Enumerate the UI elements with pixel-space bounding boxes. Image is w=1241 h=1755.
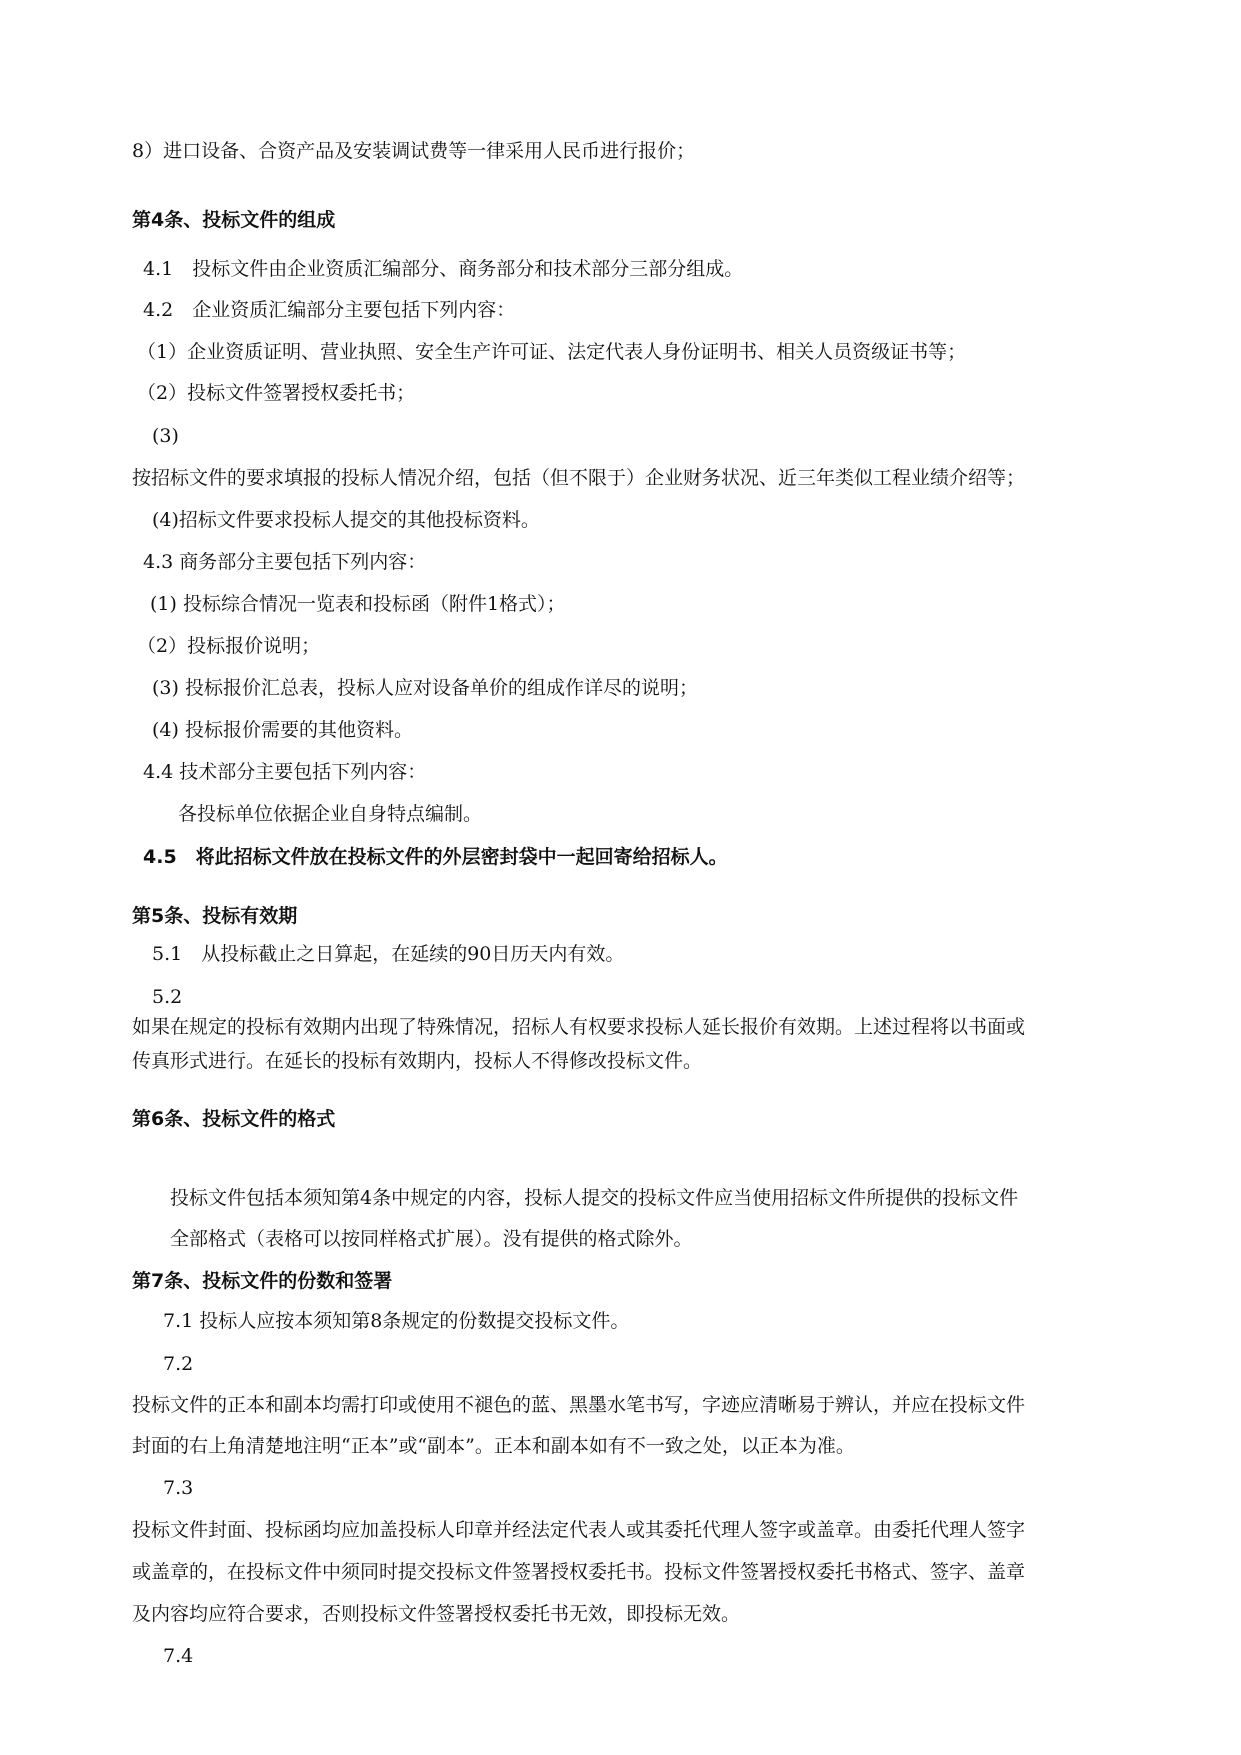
clause: 4.2 企业资质汇编部分主要包括下列内容：: [143, 299, 516, 321]
clause: 4.1 投标文件由企业资质汇编部分、商务部分和技术部分三部分组成。: [143, 258, 744, 280]
paragraph-line: 全部格式（表格可以按同样格式扩展）。没有提供的格式除外。: [170, 1228, 693, 1250]
paragraph-line: 投标文件的正本和副本均需打印或使用不褪色的蓝、黑墨水笔书写，字迹应清晰易于辨认，并应在投标文件: [132, 1394, 1026, 1416]
list-item: (4) 投标报价需要的其他资料。: [152, 719, 413, 741]
list-item-number: (3): [152, 425, 179, 447]
paragraph-line: 投标文件包括本须知第4条中规定的内容，投标人提交的投标文件应当使用招标文件所提供的投标文件: [170, 1187, 1019, 1209]
list-item: 8）进口设备、合资产品及安装调试费等一律采用人民币进行报价；: [132, 140, 696, 162]
list-item: (4)招标文件要求投标人提交的其他投标资料。: [152, 509, 540, 531]
paragraph-line: 封面的右上角清楚地注明“正本”或“副本”。正本和副本如有不一致之处，以正本为准。: [132, 1435, 855, 1457]
paragraph-line: 及内容均应符合要求，否则投标文件签署授权委托书无效，即投标无效。: [132, 1603, 741, 1625]
clause: 4.4 技术部分主要包括下列内容：: [143, 761, 427, 783]
paragraph-line: 传真形式进行。在延长的投标有效期内，投标人不得修改投标文件。: [132, 1050, 703, 1072]
clause-number: 5.2: [152, 986, 183, 1008]
list-item: （1）企业资质证明、营业执照、安全生产许可证、法定代表人身份证明书、相关人员资级证书等；: [137, 341, 967, 363]
section-heading: 第7条、投标文件的份数和签署: [132, 1270, 393, 1292]
paragraph-line: 各投标单位依据企业自身特点编制。: [178, 803, 483, 825]
section-heading: 第5条、投标有效期: [132, 905, 298, 927]
paragraph-line: 按招标文件的要求填报的投标人情况介绍，包括（但不限于）企业财务状况、近三年类似工程业绩介绍等；: [132, 467, 1026, 489]
clause: 4.3 商务部分主要包括下列内容：: [143, 551, 427, 573]
paragraph-line: 或盖章的，在投标文件中须同时提交投标文件签署授权委托书。投标文件签署授权委托书格式、签字、盖章: [132, 1561, 1026, 1583]
clause: 7.1 投标人应按本须知第8条规定的份数提交投标文件。: [163, 1310, 630, 1332]
list-item: （2）投标报价说明；: [137, 635, 321, 657]
clause-number: 7.4: [163, 1645, 194, 1667]
clause-number: 7.3: [163, 1477, 194, 1499]
clause-number: 7.2: [163, 1353, 194, 1375]
list-item: (1) 投标综合情况一览表和投标函（附件1格式）；: [150, 593, 566, 615]
paragraph-line: 投标文件封面、投标函均应加盖投标人印章并经法定代表人或其委托代理人签字或盖章。由委托代理人签字: [132, 1519, 1026, 1541]
list-item: (3) 投标报价汇总表，投标人应对设备单价的组成作详尽的说明；: [152, 677, 698, 699]
section-heading: 第4条、投标文件的组成: [132, 209, 336, 231]
clause: 5.1 从投标截止之日算起，在延续的90日历天内有效。: [152, 943, 625, 965]
list-item: （2）投标文件签署授权委托书；: [137, 382, 416, 404]
paragraph-line: 如果在规定的投标有效期内出现了特殊情况，招标人有权要求投标人延长报价有效期。上述过程将以书面或: [132, 1016, 1026, 1038]
clause-bold: 4.5 将此招标文件放在投标文件的外层密封袋中一起回寄给招标人。: [143, 846, 728, 868]
section-heading: 第6条、投标文件的格式: [132, 1108, 336, 1130]
